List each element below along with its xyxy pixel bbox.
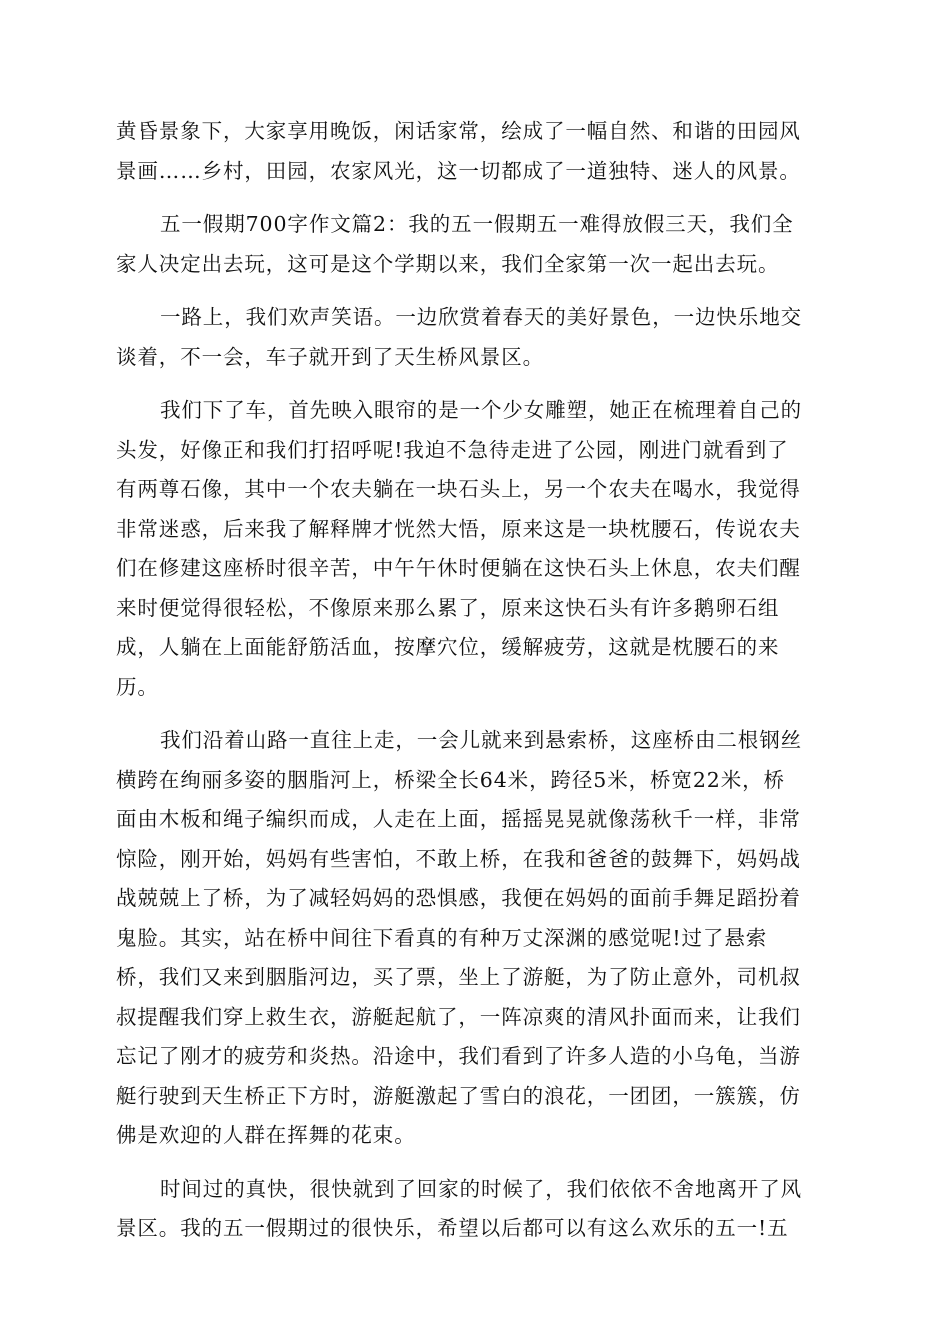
text-line: 黄昏景象下，大家享用晚饭，闲话家常，绘成了一幅自然、和谐的田园风 [116,119,801,143]
text-line: 头发，好像正和我们打招呼呢!我迫不急待走进了公园，刚进门就看到了 [116,437,789,462]
paragraph-3 [116,298,834,377]
text-line: 家人决定出去玩，这可是这个学期以来，我们全家第一次一起出去玩。 [116,251,780,276]
text-line: 来时便觉得很轻松，不像原来那么累了，原来这快石头有许多鹅卵石组 [116,595,780,620]
text-line: 横跨在绚丽多姿的胭脂河上，桥梁全长64米，跨径5米，桥宽22米，桥 [116,767,785,792]
text-line: 有两尊石像，其中一个农夫躺在一块石头上，另一个农夫在喝水，我觉得 [116,477,801,501]
paragraph-6 [116,1170,834,1249]
text-line: 战兢兢上了桥，为了减轻妈妈的恐惧感，我便在妈妈的面前手舞足蹈扮着 [116,886,801,910]
text-line: 成，人躺在上面能舒筋活血，按摩穴位，缓解疲劳，这就是枕腰石的来 [116,635,780,659]
paragraph-1 [116,112,834,191]
paragraph-5 [116,721,834,1156]
paragraph-4 [116,391,834,707]
paragraph-2 [116,205,834,284]
text-line: 忘记了刚才的疲劳和炎热。沿途中，我们看到了许多人造的小乌龟，当游 [116,1044,801,1068]
text-line: 五一假期700字作文篇2：我的五一假期五一难得放假三天，我们全 [160,212,794,236]
text-line: 佛是欢迎的人群在挥舞的花束。 [116,1123,416,1147]
text-line: 景区。我的五一假期过的很快乐，希望以后都可以有这么欢乐的五一!五 [116,1216,789,1240]
text-line: 鬼脸。其实，站在桥中间往下看真的有种万丈深渊的感觉呢!过了悬索 [116,925,768,950]
text-line: 非常迷惑，后来我了解释牌才恍然大悟，原来这是一块枕腰石，传说农夫 [116,516,801,541]
text-line: 惊险，刚开始，妈妈有些害怕，不敢上桥，在我和爸爸的鼓舞下，妈妈战 [116,846,801,871]
text-line: 我们下了车，首先映入眼帘的是一个少女雕塑，她正在梳理着自己的 [160,398,802,422]
text-line: 们在修建这座桥时很辛苦，中午午休时便躺在这快石头上休息，农夫们醒 [116,556,801,580]
text-line: 桥，我们又来到胭脂河边，买了票，坐上了游艇，为了防止意外，司机叔 [116,965,801,989]
text-line: 面由木板和绳子编织而成，人走在上面，摇摇晃晃就像荡秋千一样，非常 [116,807,801,831]
text-line: 一路上，我们欢声笑语。一边欣赏着春天的美好景色，一边快乐地交 [160,305,802,329]
text-line: 艇行驶到天生桥正下方时，游艇激起了雪白的浪花，一团团，一簇簇，仿 [116,1083,801,1108]
text-line: 历。 [116,674,159,699]
text-line: 谈着，不一会，车子就开到了天生桥风景区。 [116,344,544,369]
text-line: 景画……乡村，田园，农家风光，这一切都成了一道独特、迷人的风景。 [116,158,801,183]
document-page [116,112,834,1263]
text-line: 叔提醒我们穿上救生衣，游艇起航了，一阵凉爽的清风扑面而来，让我们 [116,1004,801,1029]
text-line: 我们沿着山路一直往上走，一会儿就来到悬索桥，这座桥由二根钢丝 [160,728,802,752]
text-line: 时间过的真快，很快就到了回家的时候了，我们依依不舍地离开了风 [160,1176,802,1201]
